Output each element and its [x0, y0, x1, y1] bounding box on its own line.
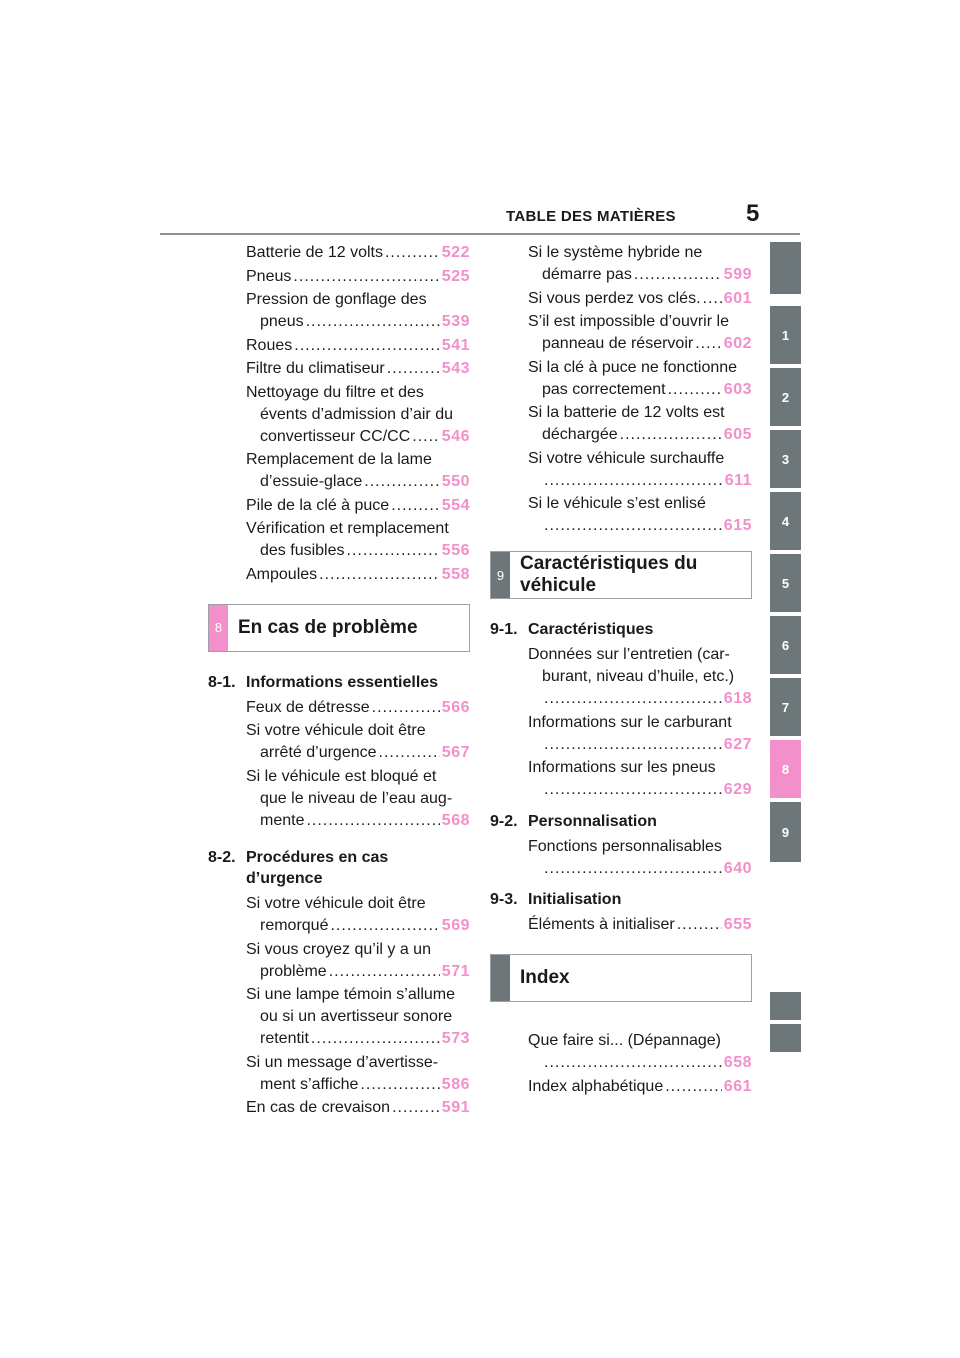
entry-text: pas correctement — [542, 380, 666, 398]
toc-entry[interactable] — [490, 1076, 752, 1098]
page-ref[interactable]: 658 — [723, 1054, 752, 1071]
page-ref[interactable]: 556 — [441, 542, 470, 559]
section-number: 9 — [491, 552, 510, 598]
entry-text: Éléments à initialiser — [528, 916, 675, 933]
leader-dots — [360, 1074, 439, 1096]
entry-text: pneus — [260, 313, 304, 330]
entry-text: Vérification et remplacement — [246, 520, 449, 537]
page-ref[interactable]: 615 — [723, 517, 752, 534]
leader-dots — [372, 697, 440, 719]
entry-text: Si votre véhicule surchauffe — [528, 449, 725, 467]
right-column — [490, 242, 752, 1099]
leader-dots — [329, 961, 440, 983]
toc-entry[interactable] — [208, 242, 470, 264]
leader-dots — [544, 779, 722, 801]
entry-text: Ampoules — [246, 565, 318, 583]
leader-dots — [379, 742, 440, 764]
entry-text: Roues — [246, 336, 293, 354]
entry-text: Fonctions personnalisables — [528, 837, 722, 855]
entry-text: remorqué — [260, 917, 329, 934]
chapter-tab-4[interactable]: 4 — [770, 492, 801, 550]
toc-entry[interactable] — [208, 984, 470, 1050]
entry-text: S’il est impossible d’ouvrir le — [528, 313, 729, 330]
toc-entry[interactable] — [490, 836, 752, 880]
leader-dots — [306, 311, 440, 333]
leader-dots — [306, 810, 439, 832]
toc-entry[interactable] — [490, 402, 752, 446]
page-ref[interactable]: 539 — [441, 313, 470, 330]
leader-dots — [703, 288, 722, 310]
page-number: 5 — [746, 200, 760, 227]
toc-entry[interactable] — [490, 1030, 752, 1074]
entry-text: Pneus — [246, 267, 292, 285]
leader-dots — [620, 424, 722, 446]
leader-dots — [347, 540, 440, 562]
entry-text: En cas de crevaison — [246, 1099, 391, 1116]
header-divider — [160, 233, 800, 235]
leader-dots — [544, 470, 723, 492]
chapter-tab-8[interactable]: 8 — [770, 740, 801, 798]
leader-dots — [311, 1028, 440, 1050]
page-ref[interactable]: 611 — [724, 471, 752, 489]
toc-entry[interactable] — [208, 495, 470, 517]
leader-dots — [544, 858, 722, 880]
page-ref[interactable]: 629 — [723, 781, 752, 798]
entry-text: Informations sur le carburant — [528, 713, 732, 731]
toc-entry[interactable] — [208, 266, 470, 288]
leader-dots — [330, 915, 439, 937]
leader-dots — [387, 358, 440, 380]
leader-dots — [544, 515, 722, 537]
entry-text: Si le système hybride ne — [528, 244, 703, 261]
entry-text: ment s’affiche — [260, 1075, 359, 1093]
entry-text: déchargée — [542, 426, 618, 443]
page-ref[interactable]: 655 — [723, 916, 752, 933]
toc-entry[interactable] — [208, 1052, 470, 1096]
left-column — [208, 242, 470, 1121]
entry-text: Index alphabétique — [528, 1077, 664, 1095]
entry-text: problème — [260, 962, 327, 980]
entry-text: Si votre véhicule doit être — [246, 722, 426, 739]
toc-entry[interactable] — [490, 311, 752, 355]
page-ref[interactable]: 605 — [723, 426, 752, 443]
entry-text: Informations sur les pneus — [528, 759, 716, 776]
section-header-index[interactable] — [490, 954, 752, 1002]
chapter-tab-6[interactable]: 6 — [770, 616, 801, 674]
toc-entry[interactable] — [490, 448, 752, 492]
chapter-tab-blank[interactable] — [770, 242, 801, 294]
leader-dots — [634, 264, 722, 286]
toc-entry[interactable] — [208, 1097, 470, 1119]
toc-entry[interactable] — [208, 893, 470, 937]
entry-text: Si votre véhicule doit être — [246, 895, 426, 912]
page-ref[interactable]: 522 — [441, 244, 470, 261]
entry-text: Pression de gonflage des — [246, 291, 427, 308]
page-ref[interactable]: 554 — [441, 496, 470, 514]
page-ref[interactable]: 586 — [441, 1075, 470, 1093]
page-ref[interactable]: 546 — [441, 427, 470, 445]
entry-text: Feux de détresse — [246, 698, 370, 716]
toc-entry[interactable] — [490, 712, 752, 756]
entry-text: Si vous perdez vos clés. — [528, 289, 701, 307]
chapter-tab-1[interactable]: 1 — [770, 306, 801, 364]
toc-entry[interactable] — [490, 644, 752, 710]
section-number: 8 — [209, 605, 228, 651]
page-ref[interactable]: 566 — [441, 698, 470, 716]
entry-text: Remplacement de la lame — [246, 451, 432, 468]
entry-text: que le niveau de l’eau aug- — [260, 789, 453, 807]
entry-text: Si le véhicule est bloqué et — [246, 767, 437, 785]
entry-text: ou si un avertisseur sonore — [260, 1008, 453, 1025]
header-title: TABLE DES MATIÈRES — [506, 208, 676, 225]
toc-entry[interactable] — [490, 757, 752, 801]
entry-text: Que faire si... (Dépannage) — [528, 1032, 721, 1049]
toc-entry[interactable] — [208, 766, 470, 832]
leader-dots — [294, 335, 440, 357]
toc-entry[interactable] — [208, 720, 470, 764]
page-ref[interactable]: 661 — [723, 1077, 752, 1095]
toc-entry[interactable] — [208, 382, 470, 448]
chapter-tab-7[interactable]: 7 — [770, 678, 801, 736]
toc-entry[interactable] — [208, 697, 470, 719]
leader-dots — [392, 1097, 440, 1119]
toc-entry[interactable] — [208, 518, 470, 562]
leader-dots — [364, 471, 440, 493]
entry-text: évents d’admission d’air du — [260, 405, 453, 423]
entry-text: Filtre du climatiseur — [246, 360, 385, 377]
page-ref[interactable]: 640 — [723, 859, 752, 877]
page-ref[interactable]: 525 — [441, 267, 470, 285]
entry-text: burant, niveau d’huile, etc.) — [542, 668, 735, 685]
chapter-tab-2[interactable]: 2 — [770, 368, 801, 426]
leader-dots — [677, 914, 722, 936]
chapter-tab-blank[interactable] — [770, 1024, 801, 1052]
toc-entry[interactable] — [208, 335, 470, 357]
entry-text: Batterie de 12 volts — [246, 244, 383, 261]
page-ref[interactable]: 571 — [441, 962, 470, 980]
leader-dots — [412, 426, 440, 448]
entry-text: Nettoyage du filtre et des — [246, 383, 424, 401]
toc-entry[interactable] — [208, 358, 470, 380]
section-title: Index — [520, 967, 570, 988]
subsection-8-2: 8-2. Procédures en cas d’urgence — [208, 849, 389, 887]
subsection-9-2: 9-2. Personnalisation — [490, 812, 657, 830]
page-ref[interactable]: 541 — [441, 336, 470, 354]
toc-entry[interactable] — [490, 242, 752, 286]
toc-entry[interactable] — [208, 289, 470, 333]
toc-entry[interactable] — [490, 914, 752, 936]
leader-dots — [695, 333, 722, 355]
page-ref[interactable]: 599 — [723, 266, 752, 283]
entry-text: démarre pas — [542, 266, 632, 283]
subsection-8-1: 8-1. Informations essentielles — [208, 673, 439, 691]
subsection-9-1: 9-1. Caractéristiques — [490, 621, 654, 638]
page-ref[interactable]: 627 — [723, 735, 752, 753]
entry-text: convertisseur CC/CC — [260, 427, 411, 445]
page-ref[interactable]: 568 — [441, 811, 470, 829]
chapter-tab-9[interactable]: 9 — [770, 802, 801, 862]
entry-text: Si le véhicule s’est enlisé — [528, 495, 706, 512]
page-ref[interactable]: 591 — [441, 1099, 470, 1116]
chapter-tab-blank[interactable] — [770, 992, 801, 1020]
entry-text: retentit — [260, 1030, 309, 1047]
page-ref[interactable]: 550 — [441, 473, 470, 490]
toc-entry[interactable] — [490, 357, 752, 401]
entry-text: Si un message d’avertisse- — [246, 1053, 439, 1071]
entry-text: Si vous croyez qu’il y a un — [246, 940, 431, 958]
leader-dots — [319, 564, 440, 586]
leader-dots — [293, 266, 439, 288]
section-title: Caractéristiques du véhicule — [520, 553, 698, 596]
page-ref[interactable]: 601 — [723, 289, 752, 307]
leader-dots — [385, 242, 440, 264]
entry-text: Si une lampe témoin s’allume — [246, 986, 455, 1003]
leader-dots — [391, 495, 440, 517]
section-title: En cas de problème — [238, 616, 418, 638]
page-ref[interactable]: 603 — [723, 380, 752, 398]
page-ref[interactable]: 618 — [723, 690, 752, 707]
toc-entry[interactable] — [490, 493, 752, 537]
page-ref[interactable]: 558 — [441, 565, 470, 583]
entry-text: Pile de la clé à puce — [246, 496, 390, 514]
entry-text: Données sur l’entretien (car- — [528, 646, 730, 663]
entry-text: Si la clé à puce ne fonctionne — [528, 358, 738, 376]
page-ref[interactable]: 567 — [441, 744, 470, 761]
section-header-8[interactable] — [208, 604, 470, 652]
toc-entry[interactable] — [208, 564, 470, 586]
section-number — [491, 955, 510, 1001]
leader-dots — [544, 688, 722, 710]
toc-entry[interactable] — [490, 288, 752, 310]
toc-entry[interactable] — [208, 449, 470, 493]
subsection-9-3: 9-3. Initialisation — [490, 891, 622, 908]
leader-dots — [665, 1076, 722, 1098]
entry-text: mente — [260, 811, 305, 829]
chapter-tab-5[interactable]: 5 — [770, 554, 801, 612]
entry-text: arrêté d’urgence — [260, 744, 377, 761]
toc-entry[interactable] — [208, 939, 470, 983]
leader-dots — [544, 734, 722, 756]
entry-text: d’essuie-glace — [260, 473, 363, 490]
section-header-9[interactable] — [490, 551, 752, 599]
entry-text: des fusibles — [260, 542, 345, 559]
page-ref[interactable]: 543 — [441, 360, 470, 377]
entry-text: panneau de réservoir — [542, 335, 694, 352]
page-ref[interactable]: 602 — [723, 335, 752, 352]
entry-text: Si la batterie de 12 volts est — [528, 404, 725, 421]
leader-dots — [544, 1052, 722, 1074]
page-ref[interactable]: 573 — [441, 1030, 470, 1047]
chapter-tab-3[interactable]: 3 — [770, 430, 801, 488]
leader-dots — [668, 379, 722, 401]
page-ref[interactable]: 569 — [441, 917, 470, 934]
